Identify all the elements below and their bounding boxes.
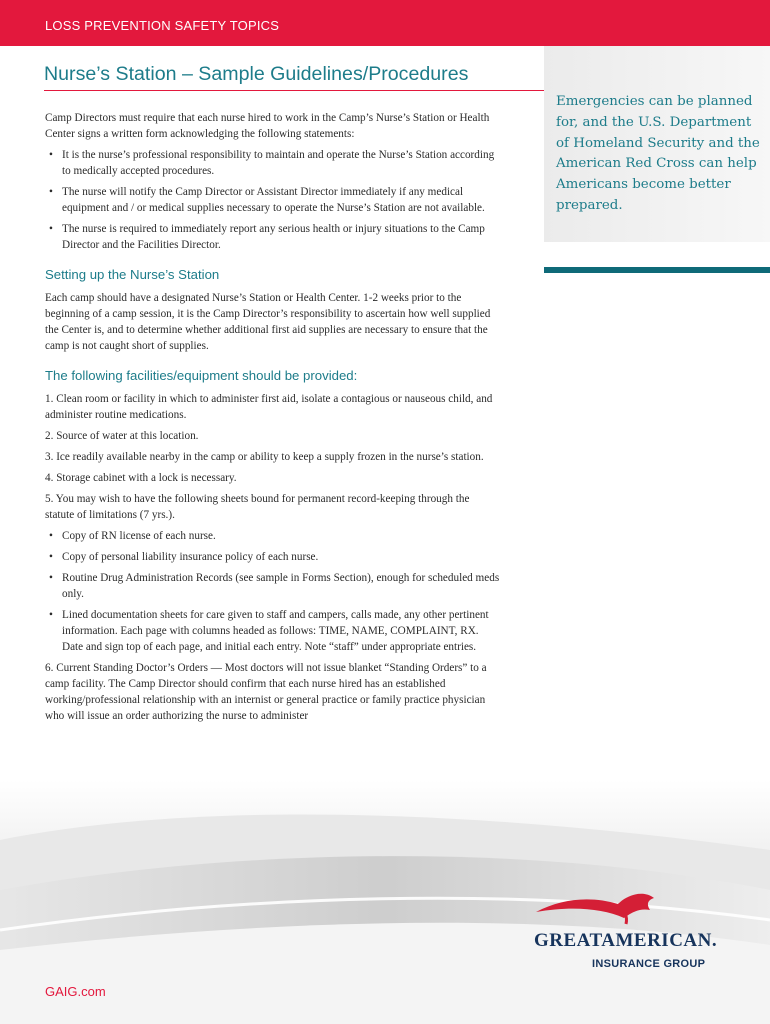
logo-wordmark: GREATAMERICAN. (534, 930, 718, 951)
list-item: • The nurse will notify the Camp Director or Assistant Director immediately if any medical equipment and / or medical supplies necessary to operate the Nurse’s Station are not available. (45, 184, 500, 216)
banner-title: LOSS PREVENTION SAFETY TOPICS (45, 18, 280, 33)
list-item: • Copy of RN license of each nurse. (45, 528, 500, 544)
eagle-icon (532, 888, 702, 933)
main-content (45, 110, 500, 729)
page-title: Nurse’s Station – Sample Guidelines/Procedures (44, 63, 469, 85)
header-banner (0, 0, 770, 46)
list-item: 5. You may wish to have the following sheets bound for permanent record-keeping through the statute of limitations (7 yrs.). (45, 493, 470, 521)
title-divider (44, 90, 544, 91)
website-link[interactable]: GAIG.com (45, 984, 106, 999)
logo-subtext: INSURANCE GROUP (592, 958, 706, 970)
record-sheets-bullet-list (45, 528, 500, 655)
list-item: • Copy of personal liability insurance policy of each nurse. (45, 549, 500, 565)
list-item: 3. Ice readily available nearby in the camp or ability to keep a supply frozen in the nurse’s station. (45, 451, 484, 463)
list-item: • The nurse is required to immediately report any serious health or injury situations to the Camp Director and the Facilities Director. (45, 221, 500, 253)
list-item: 1. Clean room or facility in which to administer first aid, isolate a contagious or nauseous child, and administer routine medications. (45, 393, 493, 421)
section-heading-setup: Setting up the Nurse’s Station (45, 267, 220, 282)
sidebar-accent-bar (544, 267, 770, 273)
company-logo (532, 888, 718, 978)
setup-paragraph: Each camp should have a designated Nurse’s Station or Health Center. 1-2 weeks prior to the beginning of a camp session, it is the Camp Director’s responsibility to ascertain how well supplied the Center is, and to determine whether additional first aid supplies are necessary to ensure that the camp is not caught short of supplies. (45, 292, 491, 352)
list-item: • It is the nurse’s professional responsibility to maintain and operate the Nurse’s Station according to medically accepted procedures. (45, 147, 500, 179)
list-item: • Routine Drug Administration Records (see sample in Forms Section), enough for scheduled meds only. (45, 570, 500, 602)
section-heading-facilities: The following facilities/equipment should be provided: (45, 368, 358, 383)
sidebar-callout (544, 46, 770, 242)
list-item: 2. Source of water at this location. (45, 430, 199, 442)
intro-paragraph: Camp Directors must require that each nurse hired to work in the Camp’s Nurse’s Station or Health Center signs a written form acknowledging the following statements: (45, 112, 490, 140)
list-item: • Lined documentation sheets for care given to staff and campers, calls made, any other pertinent information. Each page with columns headed as follows: TIME, NAME, COMPLAINT, RX. Date and sign top of each page, and initial each entry. Note “staff” under appropriate entries. (45, 607, 500, 655)
intro-bullet-list (45, 147, 500, 253)
list-item: 4. Storage cabinet with a lock is necessary. (45, 472, 237, 484)
list-item: 6. Current Standing Doctor’s Orders — Most doctors will not issue blanket “Standing Orders” to a camp facility. The Camp Director should confirm that each nurse hired has an established working/professional relationship with an internist or general practice or family practice physician who will issue an order authorizing the nurse to administer (45, 662, 487, 722)
sidebar-quote: Emergencies can be planned for, and the U.S. Department of Homeland Security and the American Red Cross can help Americans become better prepared. (556, 94, 760, 213)
